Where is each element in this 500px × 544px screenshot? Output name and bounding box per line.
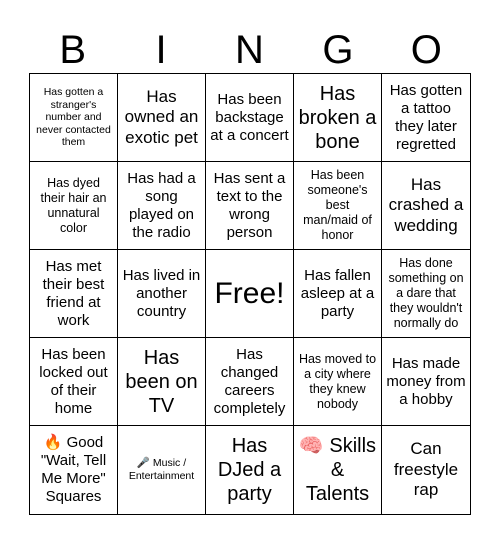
- bingo-square[interactable]: [294, 338, 382, 426]
- bingo-square-text: Has gotten a stranger's number and never contacted them: [36, 86, 111, 149]
- bingo-square[interactable]: [294, 250, 382, 338]
- bingo-square[interactable]: [294, 74, 382, 162]
- bingo-square[interactable]: [382, 426, 470, 514]
- bingo-square[interactable]: [30, 74, 118, 162]
- bingo-square-text: 🎤 Music / Entertainment: [128, 457, 195, 482]
- bingo-square[interactable]: [382, 338, 470, 426]
- bingo-square[interactable]: [118, 162, 206, 250]
- bingo-square-text: Has made money from a hobby: [386, 354, 466, 408]
- bingo-square[interactable]: [118, 250, 206, 338]
- bingo-square[interactable]: [118, 74, 206, 162]
- bingo-square-text: Can freestyle rap: [393, 439, 459, 500]
- bingo-square-text: Has been on TV: [125, 346, 198, 417]
- bingo-square-text: Has DJed a party: [217, 435, 282, 505]
- bingo-square-text: Has sent a text to the wrong person: [213, 169, 286, 241]
- bingo-square[interactable]: [294, 426, 382, 514]
- bingo-square[interactable]: [206, 162, 294, 250]
- bingo-square-text: 🧠 Skills & Talents: [298, 435, 377, 505]
- bingo-square[interactable]: [206, 338, 294, 426]
- bingo-square-text: Has met their best friend at work: [42, 257, 105, 329]
- bingo-square[interactable]: [294, 162, 382, 250]
- header-letter-n: N: [235, 27, 265, 72]
- bingo-square[interactable]: [118, 426, 206, 514]
- bingo-square-text: Has been someone's best man/maid of honor: [303, 168, 372, 242]
- bingo-square-text: Has crashed a wedding: [388, 174, 464, 235]
- bingo-square-text: Has lived in another country: [122, 266, 201, 320]
- bingo-square[interactable]: [206, 74, 294, 162]
- bingo-square-text: Has had a song played on the radio: [127, 169, 196, 241]
- free-space[interactable]: [206, 250, 294, 338]
- bingo-square-text: Has fallen asleep at a party: [300, 266, 375, 320]
- bingo-square[interactable]: [30, 426, 118, 514]
- bingo-square[interactable]: [30, 162, 118, 250]
- bingo-grid: [29, 73, 471, 515]
- bingo-square[interactable]: [30, 250, 118, 338]
- bingo-square-text: Has broken a bone: [298, 82, 377, 153]
- bingo-header: [29, 24, 471, 76]
- bingo-square[interactable]: [30, 338, 118, 426]
- bingo-square-text: Has done something on a dare that they wouldn't normally do: [388, 256, 464, 330]
- bingo-square-text: 🔥 Good "Wait, Tell Me More" Squares: [40, 434, 107, 505]
- header-letter-g: G: [322, 27, 355, 72]
- bingo-square-text: Has gotten a tattoo they later regretted: [389, 81, 463, 153]
- bingo-square[interactable]: [382, 74, 470, 162]
- bingo-square[interactable]: [206, 426, 294, 514]
- bingo-square-text: Has changed careers completely: [213, 345, 286, 417]
- free-space-text: Free!: [214, 276, 285, 310]
- bingo-square-text: Has been backstage at a concert: [210, 90, 289, 144]
- header-letter-b: B: [59, 27, 88, 72]
- bingo-square-text: Has moved to a city where they knew nobody: [298, 351, 377, 411]
- bingo-square[interactable]: [382, 162, 470, 250]
- bingo-square-text: Has owned an exotic pet: [124, 86, 199, 147]
- bingo-square-text: Has dyed their hair an unnatural color: [40, 175, 107, 235]
- bingo-square[interactable]: [382, 250, 470, 338]
- bingo-square[interactable]: [118, 338, 206, 426]
- header-letter-i: I: [155, 27, 168, 72]
- header-letter-o: O: [410, 27, 443, 72]
- bingo-square-text: Has been locked out of their home: [39, 345, 108, 417]
